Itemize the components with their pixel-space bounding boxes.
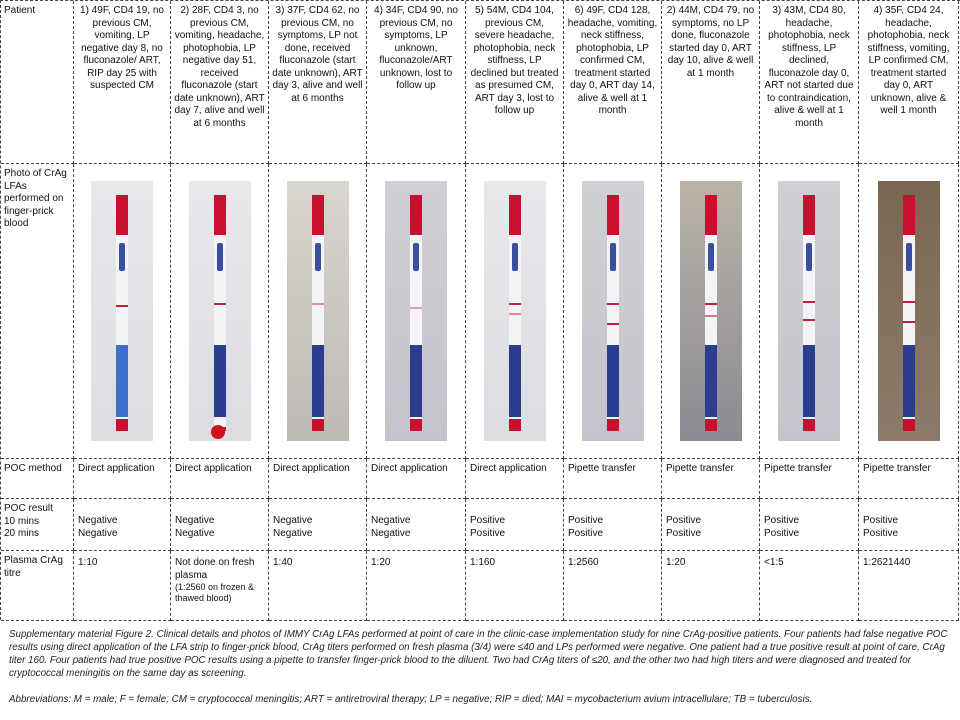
photo-cell bbox=[662, 164, 760, 459]
row-label-result: POC result 10 mins 20 mins bbox=[1, 499, 74, 551]
abbreviations: Abbreviations: M = male; F = female; CM = cryptococcal meningitis; ART = antiretroviral therapy; LP = negative; RIP = died; MAI = mycobacterium avium intracellulare; TB = tuberculosis. bbox=[9, 694, 813, 705]
titre-cell: 1:2621440 bbox=[859, 551, 959, 621]
result-cell: Positive Positive bbox=[859, 499, 959, 551]
patient-header: 4) 34F, CD4 90, no previous CM, no symptoms, LP unknown, fluconazole/ART unknown, lost to follow up bbox=[367, 1, 466, 164]
photo-cell bbox=[171, 164, 269, 459]
lfa-photo bbox=[484, 181, 546, 441]
photo-cell bbox=[367, 164, 466, 459]
photo-cell bbox=[564, 164, 662, 459]
lfa-photo bbox=[680, 181, 742, 441]
patient-header: 5) 54M, CD4 104, previous CM, severe headache, photophobia, neck stiffness, LP declined but treated as presumed CM, ART day 3, lost to follow up bbox=[466, 1, 564, 164]
method-cell: Pipette transfer bbox=[564, 459, 662, 499]
method-cell: Pipette transfer bbox=[760, 459, 859, 499]
patient-header: 1) 49F, CD4 19, no previous CM, vomiting, LP negative day 8, no fluconazole/ ART, RIP day 25 with suspected CM bbox=[74, 1, 171, 164]
lfa-photo bbox=[582, 181, 644, 441]
titre-cell: 1:2560 bbox=[564, 551, 662, 621]
titre-cell: 1:10 bbox=[74, 551, 171, 621]
figure-caption: Supplementary material Figure 2. Clinical details and photos of IMMY CrAg LFAs performed at point of care in the clinic-case implementation study for nine CrAg-positive patients. Four patients had false negative POC results using direct application of the LFA strip to finger-prick blood, CrAg titers performed on fresh plasma (3/4) were ≤40 and LPs performed were negative. One patient had a true positive result at point of care, CrAg titer 160. Four patients had true positive POC results using a pipette to transfer finger-prick blood to the diluent. Two had CrAg titers of ≤20, and the other two had high titers and were diagnosed and treated for cryptococcal meningitis on the same day as screening. bbox=[9, 629, 948, 679]
photo-cell bbox=[859, 164, 959, 459]
titre-cell: 1:20 bbox=[662, 551, 760, 621]
method-cell: Pipette transfer bbox=[662, 459, 760, 499]
row-label-patient: Patient bbox=[1, 1, 74, 164]
lfa-photo bbox=[778, 181, 840, 441]
method-cell: Direct application bbox=[269, 459, 367, 499]
photo-cell bbox=[74, 164, 171, 459]
lfa-photo bbox=[189, 181, 251, 441]
result-cell: Negative Negative bbox=[367, 499, 466, 551]
titre-cell: 1:20 bbox=[367, 551, 466, 621]
method-cell: Direct application bbox=[466, 459, 564, 499]
patient-header: 3) 43M, CD4 80, headache, photophobia, neck stiffness, LP declined, fluconazole day 0, ART not started due to contraindication, alive & well at 1 month bbox=[760, 1, 859, 164]
method-cell: Direct application bbox=[171, 459, 269, 499]
result-cell: Negative Negative bbox=[74, 499, 171, 551]
lfa-photo bbox=[287, 181, 349, 441]
result-cell: Positive Positive bbox=[564, 499, 662, 551]
row-label-titre: Plasma CrAg titre bbox=[1, 551, 74, 621]
result-cell: Positive Positive bbox=[662, 499, 760, 551]
lfa-photo bbox=[878, 181, 940, 441]
row-label-photo: Photo of CrAg LFAs performed on finger-prick blood bbox=[1, 164, 74, 459]
titre-cell: 1:40 bbox=[269, 551, 367, 621]
patient-header: 2) 28F, CD4 3, no previous CM, vomiting, headache, photophobia, LP negative day 51, received fluconazole (start date unknown), ART day 7, alive and well at 6 months bbox=[171, 1, 269, 164]
titre-note: (1:2560 on frozen & thawed blood) bbox=[175, 582, 255, 603]
patient-header: 6) 49F, CD4 128, headache, vomiting, neck stiffness, photophobia, LP confirmed CM, treatment started day 0, ART day 14, alive & well at 1 month bbox=[564, 1, 662, 164]
photo-cell bbox=[466, 164, 564, 459]
titre-value: Not done on fresh plasma bbox=[175, 557, 255, 581]
row-label-method: POC method bbox=[1, 459, 74, 499]
titre-cell: <1:5 bbox=[760, 551, 859, 621]
result-cell: Positive Positive bbox=[466, 499, 564, 551]
patient-header: 4) 35F, CD4 24, headache, photophobia, neck stiffness, vomiting, LP confirmed CM, treatment started day 0, ART unknown, alive & well 1 month bbox=[859, 1, 959, 164]
method-cell: Pipette transfer bbox=[859, 459, 959, 499]
titre-cell: 1:160 bbox=[466, 551, 564, 621]
result-cell: Positive Positive bbox=[760, 499, 859, 551]
method-cell: Direct application bbox=[74, 459, 171, 499]
result-cell: Negative Negative bbox=[171, 499, 269, 551]
photo-cell bbox=[760, 164, 859, 459]
lfa-photo bbox=[91, 181, 153, 441]
patient-header: 2) 44M, CD4 79, no symptoms, no LP done, fluconazole started day 0, ART day 10, alive & well at 1 month bbox=[662, 1, 760, 164]
photo-cell bbox=[269, 164, 367, 459]
titre-cell bbox=[171, 551, 269, 621]
method-cell: Direct application bbox=[367, 459, 466, 499]
lfa-photo bbox=[385, 181, 447, 441]
result-cell: Negative Negative bbox=[269, 499, 367, 551]
patient-header: 3) 37F, CD4 62, no previous CM, no symptoms, LP not done, received fluconazole (start date unknown), ART day 3, alive and well at 6 months bbox=[269, 1, 367, 164]
